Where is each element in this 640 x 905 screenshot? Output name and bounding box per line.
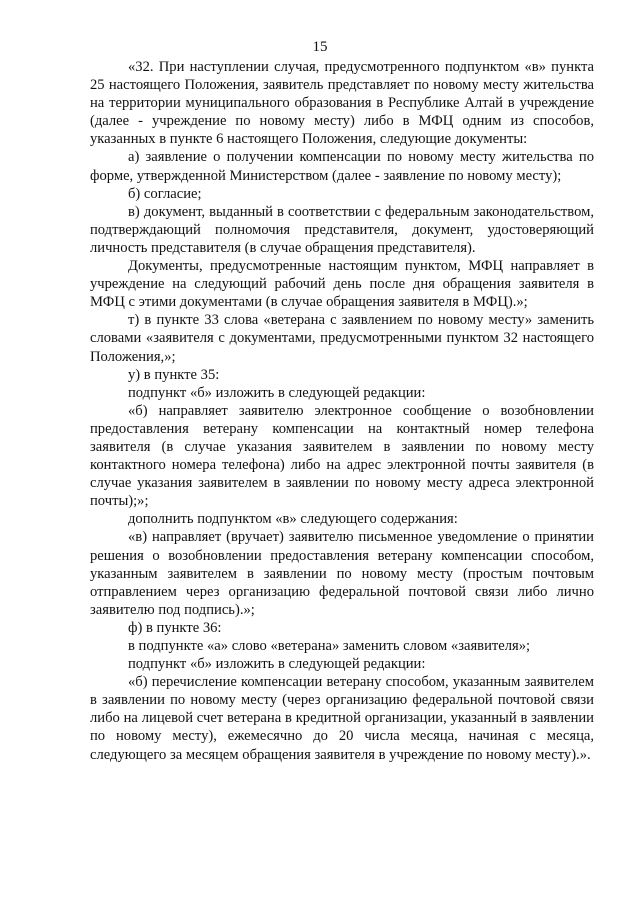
paragraph-subpoint-v-text: «в) направляет (вручает) заявителю письменное уведомление о принятии решения о возобновлении предоставления ветерану компенсации способом, указанным заявителем в заявлении по новому месту (простым почтовым отправлением через организацию федеральной почтовой связи либо лично заявителю под подпись).»; bbox=[90, 529, 594, 618]
paragraph-subitem-a: а) заявление о получении компенсации по новому месту жительства по форме, утвержденной Министерством (далее - заявление по новому месту); bbox=[90, 149, 594, 184]
paragraph-subpoint-b-intro: подпункт «б» изложить в следующей редакции: bbox=[128, 384, 426, 401]
paragraph-subitem-v: в) документ, выданный в соответствии с федеральным законодательством, подтверждающий полномочия представителя, документ, удостоверяющий личность представителя (в случае обращения представителя). bbox=[90, 203, 594, 256]
paragraph-subpoint-a-change: в подпункте «а» слово «ветерана» заменить словом «заявителя»; bbox=[128, 638, 531, 654]
paragraph-subpoint-b-intro-2: подпункт «б» изложить в следующей редакции: bbox=[128, 656, 426, 673]
paragraph-subitem-b: б) согласие; bbox=[128, 185, 202, 202]
document-body bbox=[90, 58, 594, 764]
paragraph-add-subpoint-v: дополнить подпунктом «в» следующего содержания: bbox=[128, 511, 458, 528]
paragraph-subitem-f: ф) в пункте 36: bbox=[128, 619, 222, 636]
paragraph-subitem-t: т) в пункте 33 слова «ветерана с заявлением по новому месту» заменить словами «заявителя с документами, предусмотренными пунктом 32 настоящего Положения,»; bbox=[90, 312, 594, 365]
paragraph-subitem-u: у) в пункте 35: bbox=[128, 366, 220, 383]
page-number: 15 bbox=[312, 39, 328, 55]
paragraph-subpoint-b-text-2: «б) перечисление компенсации ветерану способом, указанным заявителем в заявлении по новому месту (через организацию федеральной почтовой связи либо на лицевой счет ветерана в кредитной организации, указанный в заявлении по новому месту), ежемесячно до 20 числа месяца, начиная с месяца, следующего за месяцем обращения заявителя в учреждение по новому месту).». bbox=[90, 674, 594, 763]
paragraph-subpoint-b-text: «б) направляет заявителю электронное сообщение о возобновлении предоставления ветерану компенсации на контактный номер телефона заявителя (в случае указания заявителем в заявлении по новому месту контактного номера телефона) либо на адрес электронной почты заявителя (в случае указания заявителем в заявлении по новому месту адреса электронной почты);»; bbox=[90, 402, 594, 510]
paragraph-item-32: «32. При наступлении случая, предусмотренного подпунктом «в» пункта 25 настоящего Положения, заявитель представляет по новому месту жительства на территории муниципального образования в Республике Алтай в учреждение (далее - учреждение по новому месту) либо в МФЦ одним из способов, указанных в пункте 6 настоящего Положения, следующие документы: bbox=[90, 59, 594, 148]
paragraph-mfc-documents: Документы, предусмотренные настоящим пунктом, МФЦ направляет в учреждение на следующий рабочий день после дня обращения заявителя в МФЦ с этими документами (в случае обращения заявителя в МФЦ).»; bbox=[90, 258, 594, 311]
